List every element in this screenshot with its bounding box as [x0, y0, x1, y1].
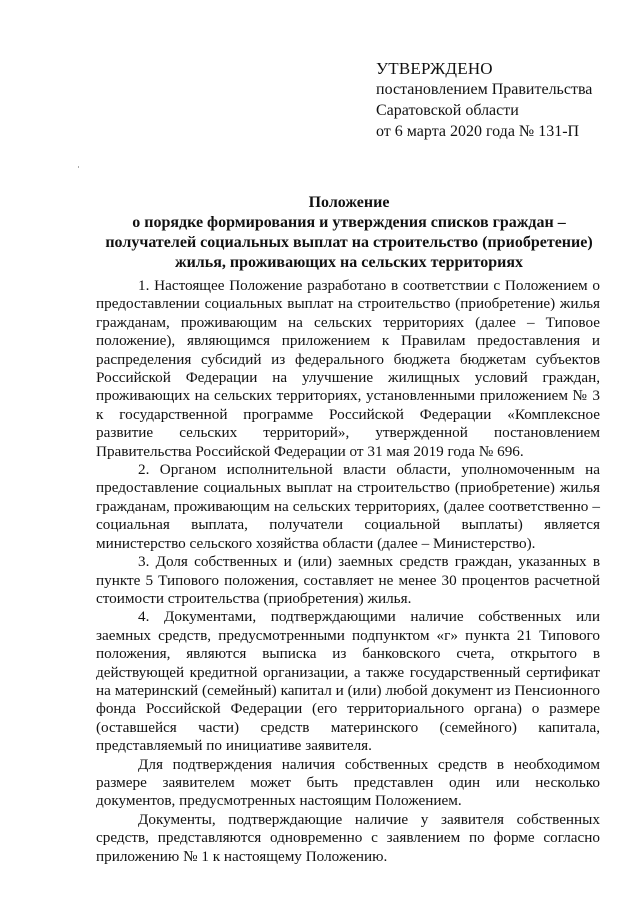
- approval-heading: УТВЕРЖДЕНО: [376, 59, 493, 78]
- document-body: [96, 277, 600, 866]
- paragraph-4: 4. Документами, подтверждающими наличие собственных или заемных средств, предусмотренными подпунктом «г» пункта 21 Типового положения, являются выписка из банковского счета, открытого в действующей кредитной организации, а также государственный сертификат на материнский (семейный) капитал и (или) любой документ из Пенсионного фонда Российской Федерации (его территориального органа) о размере (оставшейся части) средств материнского (семейного) капитала, представляемый по инициативе заявителя.: [96, 608, 600, 755]
- approval-stamp-block: [376, 58, 592, 142]
- approval-line: от 6 марта 2020 года № 131-П: [376, 123, 580, 140]
- paragraph-2: 2. Органом исполнительной власти области, уполномоченным на предоставление социальных выплат на строительство (приобретение) жилья гражданам, проживающим на сельских территориях, (далее соответственно – социальная выплата, получатели социальной выплаты) является министерство сельского хозяйства области (далее – Министерство).: [96, 461, 600, 552]
- approval-line: Саратовской области: [376, 102, 519, 119]
- approval-line: постановлением Правительства: [376, 81, 593, 98]
- scan-mark: [78, 166, 79, 168]
- paragraph-6: Документы, подтверждающие наличие у заявителя собственных средств, представляются одновременно с заявлением по форме согласно приложению № 1 к настоящему Положению.: [96, 810, 600, 865]
- title-line: жилья, проживающих на сельских территориях: [174, 254, 524, 271]
- paragraph-5: Для подтверждения наличия собственных средств в необходимом размере заявителем может быть представлен один или несколько документов, предусмотренных настоящим Положением.: [96, 755, 600, 810]
- title-line: о порядке формирования и утверждения списков граждан –: [132, 214, 566, 231]
- paragraph-1: 1. Настоящее Положение разработано в соответствии с Положением о предоставлении социальных выплат на строительство (приобретение) жилья гражданам, проживающим на сельских территориях (далее – Типовое положение), являющимся приложением к Правилам предоставления и распределения субсидий из федерального бюджета бюджетам субъектов Российской Федерации на улучшение жилищных условий граждан, проживающих на сельских территориях, установленными приложением № 3 к государственной программе Российской Федерации «Комплексное развитие сельских территорий», утвержденной постановлением Правительства Российской Федерации от 31 мая 2019 года № 696.: [96, 277, 600, 460]
- title-line: получателей социальных выплат на строительство (приобретение): [105, 234, 593, 251]
- document-title: [96, 193, 602, 273]
- paragraph-3: 3. Доля собственных и (или) заемных средств граждан, указанных в пункте 5 Типового положения, составляет не менее 30 процентов расчетной стоимости строительства (приобретения) жилья.: [96, 553, 600, 607]
- title-line: Положение: [308, 194, 390, 211]
